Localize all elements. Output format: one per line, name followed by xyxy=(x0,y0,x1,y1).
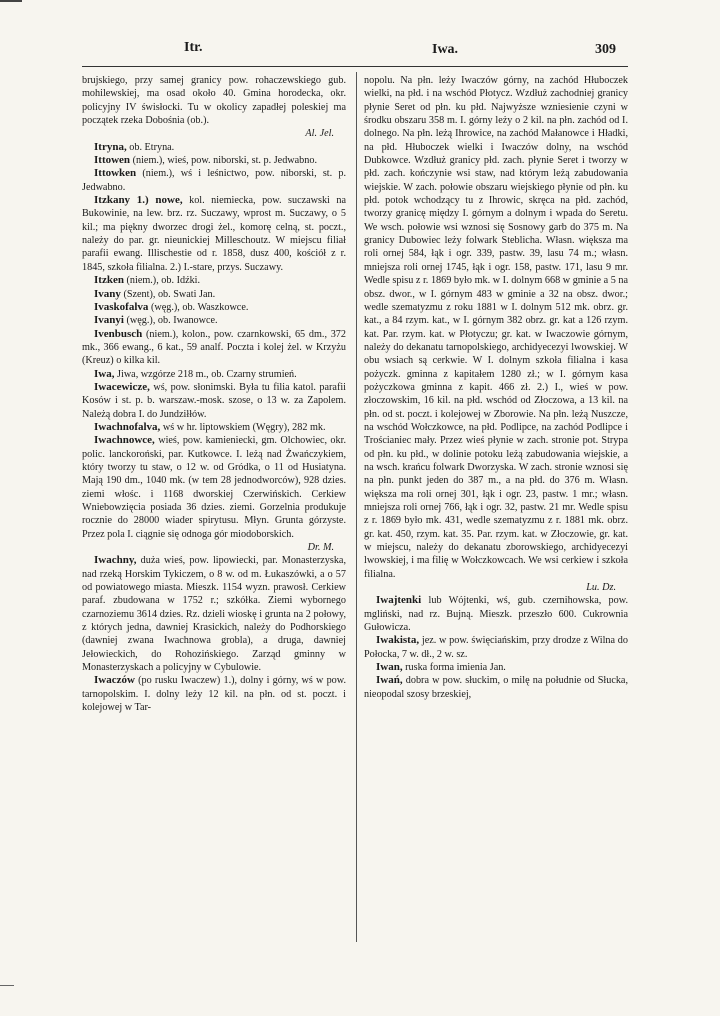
dictionary-entry xyxy=(364,661,628,674)
dictionary-entry xyxy=(82,674,346,714)
dictionary-entry xyxy=(82,74,346,141)
entry-text: wś w hr. liptowskiem (Węgry), 282 mk. xyxy=(162,421,326,433)
entry-headword: Iwaczów xyxy=(94,674,135,687)
entry-text: (węg.), ob. Iwanowce. xyxy=(126,315,218,327)
entry-text: (niem.), ob. Idźki. xyxy=(126,275,201,287)
entry-headword: Ivanyi xyxy=(94,314,124,327)
header-rule xyxy=(82,66,628,67)
entry-headword: Iwań, xyxy=(376,674,403,687)
dictionary-entry xyxy=(82,434,346,554)
entry-text: (niem.), wieś, pow. niborski, st. p. Jedwabno. xyxy=(132,155,317,167)
margin-mark xyxy=(0,985,14,986)
dictionary-entry xyxy=(82,274,346,287)
entry-text: (po rusku Iwaczew) 1.), dolny i górny, wś w pow. tarnopolskim. I. dolny leży 12 kil. na płn. od st. poczt. i kolejowej w Tar- xyxy=(82,675,346,714)
entry-headword: Ivenbusch xyxy=(94,327,143,340)
corner-mark xyxy=(0,0,22,10)
entry-headword: Iwakista, xyxy=(376,634,420,647)
dictionary-entry xyxy=(364,674,628,701)
entry-headword: Itryna, xyxy=(94,140,127,153)
dictionary-entry xyxy=(364,634,628,661)
entry-headword: Iwajtenki xyxy=(376,594,422,607)
entry-signature: Dr. M. xyxy=(307,542,334,554)
page-header xyxy=(0,40,720,62)
entry-headword: Iwachny, xyxy=(94,554,137,567)
dictionary-entry xyxy=(364,594,628,634)
entry-headword: Iwachnowce, xyxy=(94,434,155,447)
entry-signature: Al. Jel. xyxy=(305,128,334,140)
entry-text: brujskiego, przy samej granicy pow. rohaczewskiego gub. mohilewskiej, ma osad około 40. Gmina horodecka, okr. policyjny IV świsłocki. Tu w okolicy zapadłej poleskiej ma początek rzeka Dobośnia (ob.). xyxy=(82,75,346,127)
dictionary-entry xyxy=(82,381,346,421)
entry-text: lub Wójtenki, wś, gub. czernihowska, pow. mgliński, nad rz. Bujną. Mieszk. przeszło 600. Cukrownia Gułowicza. xyxy=(364,595,628,634)
dictionary-entry xyxy=(82,368,346,381)
entry-headword: Itzken xyxy=(94,274,124,287)
entry-text: wieś, pow. kamieniecki, gm. Olchowiec, okr. polic. lanckoroński, par. Kutkowce. I. leżą nad Żwańczykiem, który tworzy tu staw, o 12 w. od Gródka, o 11 od Husiatyna. Mają 190 dm., 1040 mk. (w tem 28 jednodworców), 928 dzies. ziemi włośc. i 1168 dworskiej Czerwińskich. Cerkiew Wniebowzięcia posiada 36 dzies. ziemi. Gorzelnia produkuje rocznie do 28000 wiader spirytusu. Młyn. Grunta górzyste. Przez pola I. ciągnie się odnoga gór miodoborskich. xyxy=(82,435,346,540)
entry-text: kol. niemiecka, pow. suczawski na Bukowinie, na lew. brz. rz. Suczawy, wprost m. Suczawy, o 5 kil.; ma piękny dworzec drogi żel., komorę celną, st. poczt., należy do par. gr. nieunickiej Milleschoutz. W miejscu filiał parafii ewang. Illischestie od r. 1858, dusz 400, kościół z r. 1845, szkoła filialna. 2.) I.-stare, przys. Suczawy. xyxy=(82,195,347,273)
dictionary-entry xyxy=(82,288,346,301)
entry-text: jez. w pow. święciańskim, przy drodze z Wilna do Połocka, 7 w. dł., 2 w. sz. xyxy=(364,635,628,660)
dictionary-entry xyxy=(82,421,346,434)
entry-signature: Lu. Dz. xyxy=(586,582,616,594)
entry-headword: Iwachnofalva, xyxy=(94,420,161,433)
entry-text: (węg.), ob. Waszkowce. xyxy=(150,301,249,313)
column-divider xyxy=(356,72,357,942)
header-left-term: Itr. xyxy=(184,40,203,55)
entry-text: wś, pow. słonimski. Była tu filia katol. parafii Kosów i st. p. b. warszaw.-mosk. szose, o 13 w. za Zapolem. Należą dobra I. do Jundziłłów. xyxy=(82,381,347,420)
dictionary-entry xyxy=(82,141,346,154)
header-center-term: Iwa. xyxy=(432,42,459,57)
entry-headword: Ittowen xyxy=(94,154,131,167)
entry-headword: Ivany xyxy=(94,287,121,300)
entry-text: duża wieś, pow. lipowiecki, par. Monasterzyska, nad rzeką Horskim Tykiczem, o 8 w. od m. Łukaszówki, a o 57 od powiatowego miasta. Mieszk. 1154 wyzn. prawosł. Cerkiew paraf. zbudowana w 1752 r.; szkółka. Ziemi wybornego czarnoziemu 3614 dzies. Rz. dzieli wioskę i grunta na 2 połowy, z których jedna, dawniej Krasickich, należy do Podhorskiego (dawniej zwana Iwachnowa grobla), a druga, dawniej Jełowieckich, do Rohozińskiego. Zarząd gminny w Monasterzyskach a policyjny w Cybulowie. xyxy=(82,555,346,674)
entry-headword: Ittowken xyxy=(94,167,137,180)
entry-text: Jiwa, wzgórze 218 m., ob. Czarny strumień. xyxy=(117,368,297,380)
entry-text: nopolu. Na płn. leży Iwaczów górny, na zachód Hłuboczek wielki, na płd. i na wschód Płotycz. Wzdłuż zachodniej granicy płynie Seret od płn. ku płd. Najwyższe wzniesienie czyni w środku obszaru 358 m. I. górny leży o 2 kil. na płn. zachód od I. dolnego. Na płn. leżą Ihrowice, na zachód Małanowce i Hładki, na płd. Hłuboczek wielki i Iwaczów dolny, na wschód Dubkowce. Wzdłuż granicy płd. zach. płynie Seret i tworzy w płd. zach. kończynie wsi staw, nad którym leżą zabudowania wiejskie. W zach. połowie obszaru wiejskiego płynie od płn. ku płd. potok wchodzący tu z Ihrowic, skręca na płd. zachód, tworzy granicę między I. górnym a dolnym i wpada do Seretu. We wsch. połowie wsi wznosi się Sosnowy garb do 375 m. Na granicy Dubowiec leży folwark Steblicha. Własn. większa ma roli ornej 584, łąk i ogr. 339, pastw. 39, lasu 74 m.; własn. mniejsza roli ornej 1745, łąk i ogr. 158, pastw. 171, lasu 9 mr. Wedle spisu z r. 1869 było mk. w I. dolnym 668 w gminie a 5 na obsz. dwor., w I. górnym 483 w gminie a 32 na obsz. dwor.; wedle szematyzmu z roku 1881 w I. dolnym 512 mk. obrz. gr. kat., a 84 rzym. kat., w I. górnym 382 obrz. gr. kat a 126 rzym. kat. Par. rzym. kat. w Płotyczu; gr. kat. w Iwaczowie górnym, należy do dekanatu tarnopolskiego, archidyecezyi lwowskiej. W obu wsiach są cerkwie. W I. dolnym szkoła filialna i kasa pożyczk. gminna z kapitałem 1280 zł.; w I. górnym kasa pożyczkowa gminna z kapit. 466 zł. 2.) I., wieś w pow. złoczowskim, 16 kil. na płd. wschód od Złoczowa, a 13 kil. na płn. od st. poczt. i kolejowej w Zborowie. Na płn. leżą Nuszcze, na wschód Wołczkowce, na płd. Podlipce, na zachód Podlipce i Trościaniec mały. Przez wieś płynie w zach. stronie pot. Strypa od płn. ku płd., w dolinie potoku leżą zabudowania wiejskie, a na wsch. krańcu folwark Dworzyska. W zach. stronie wznosi się na płn. punkt jeden do 387 m., a na płd. do 376 m. Własn. większa ma roli ornej 301, łąk i ogr. 23, pastw. 1 mr.; własn. mniejsza roli ornej 766, łąk i ogr. 32, pastw. 21 mr. Wedle spisu z r. 1869 było mk. 431, wedle szematyzmu z r. 1881 mk. obrz. gr. kat. 450, rzym. kat. 35. Par. rzym. kat. w Złoczowie, gr. kat. w miejscu, należy do dekanatu zborowskiego, archidyecezyi lwowskiej, i ma filię w Wołczkowcach. We wsi cerkiew i szkoła filialna. xyxy=(364,75,628,580)
dictionary-entry xyxy=(82,301,346,314)
entry-text: (niem.), kolon., pow. czarnkowski, 65 dm., 372 mk., 366 ewang., 6 kat., 59 analf. Poczta i kolej żel. w Krzyżu (Kreuz) o kilka kil. xyxy=(82,328,346,367)
left-column xyxy=(82,74,346,715)
dictionary-entry xyxy=(82,328,346,368)
dictionary-entry xyxy=(82,167,346,194)
entry-text: (niem.), wś i leśnictwo, pow. niborski, st. p. Jedwabno. xyxy=(82,168,347,193)
dictionary-entry xyxy=(82,194,346,274)
entry-headword: Itzkany 1.) nowe, xyxy=(94,194,183,207)
right-column xyxy=(364,74,628,701)
dictionary-entry xyxy=(82,154,346,167)
entry-text: ruska forma imienia Jan. xyxy=(405,662,506,674)
entry-headword: Ivaskofalva xyxy=(94,300,149,313)
dictionary-entry xyxy=(82,314,346,327)
page-number: 309 xyxy=(595,42,616,57)
entry-text: (Szent), ob. Swati Jan. xyxy=(123,288,216,300)
entry-headword: Iwa, xyxy=(94,367,115,380)
entry-text: ob. Etryna. xyxy=(129,141,175,153)
entry-headword: Iwan, xyxy=(376,661,403,674)
dictionary-entry xyxy=(364,74,628,594)
entry-text: dobra w pow. słuckim, o milę na południe od Słucka, nieopodal szosy brzeskiej, xyxy=(364,675,629,700)
dictionary-entry xyxy=(82,554,346,674)
entry-headword: Iwacewicze, xyxy=(94,380,150,393)
